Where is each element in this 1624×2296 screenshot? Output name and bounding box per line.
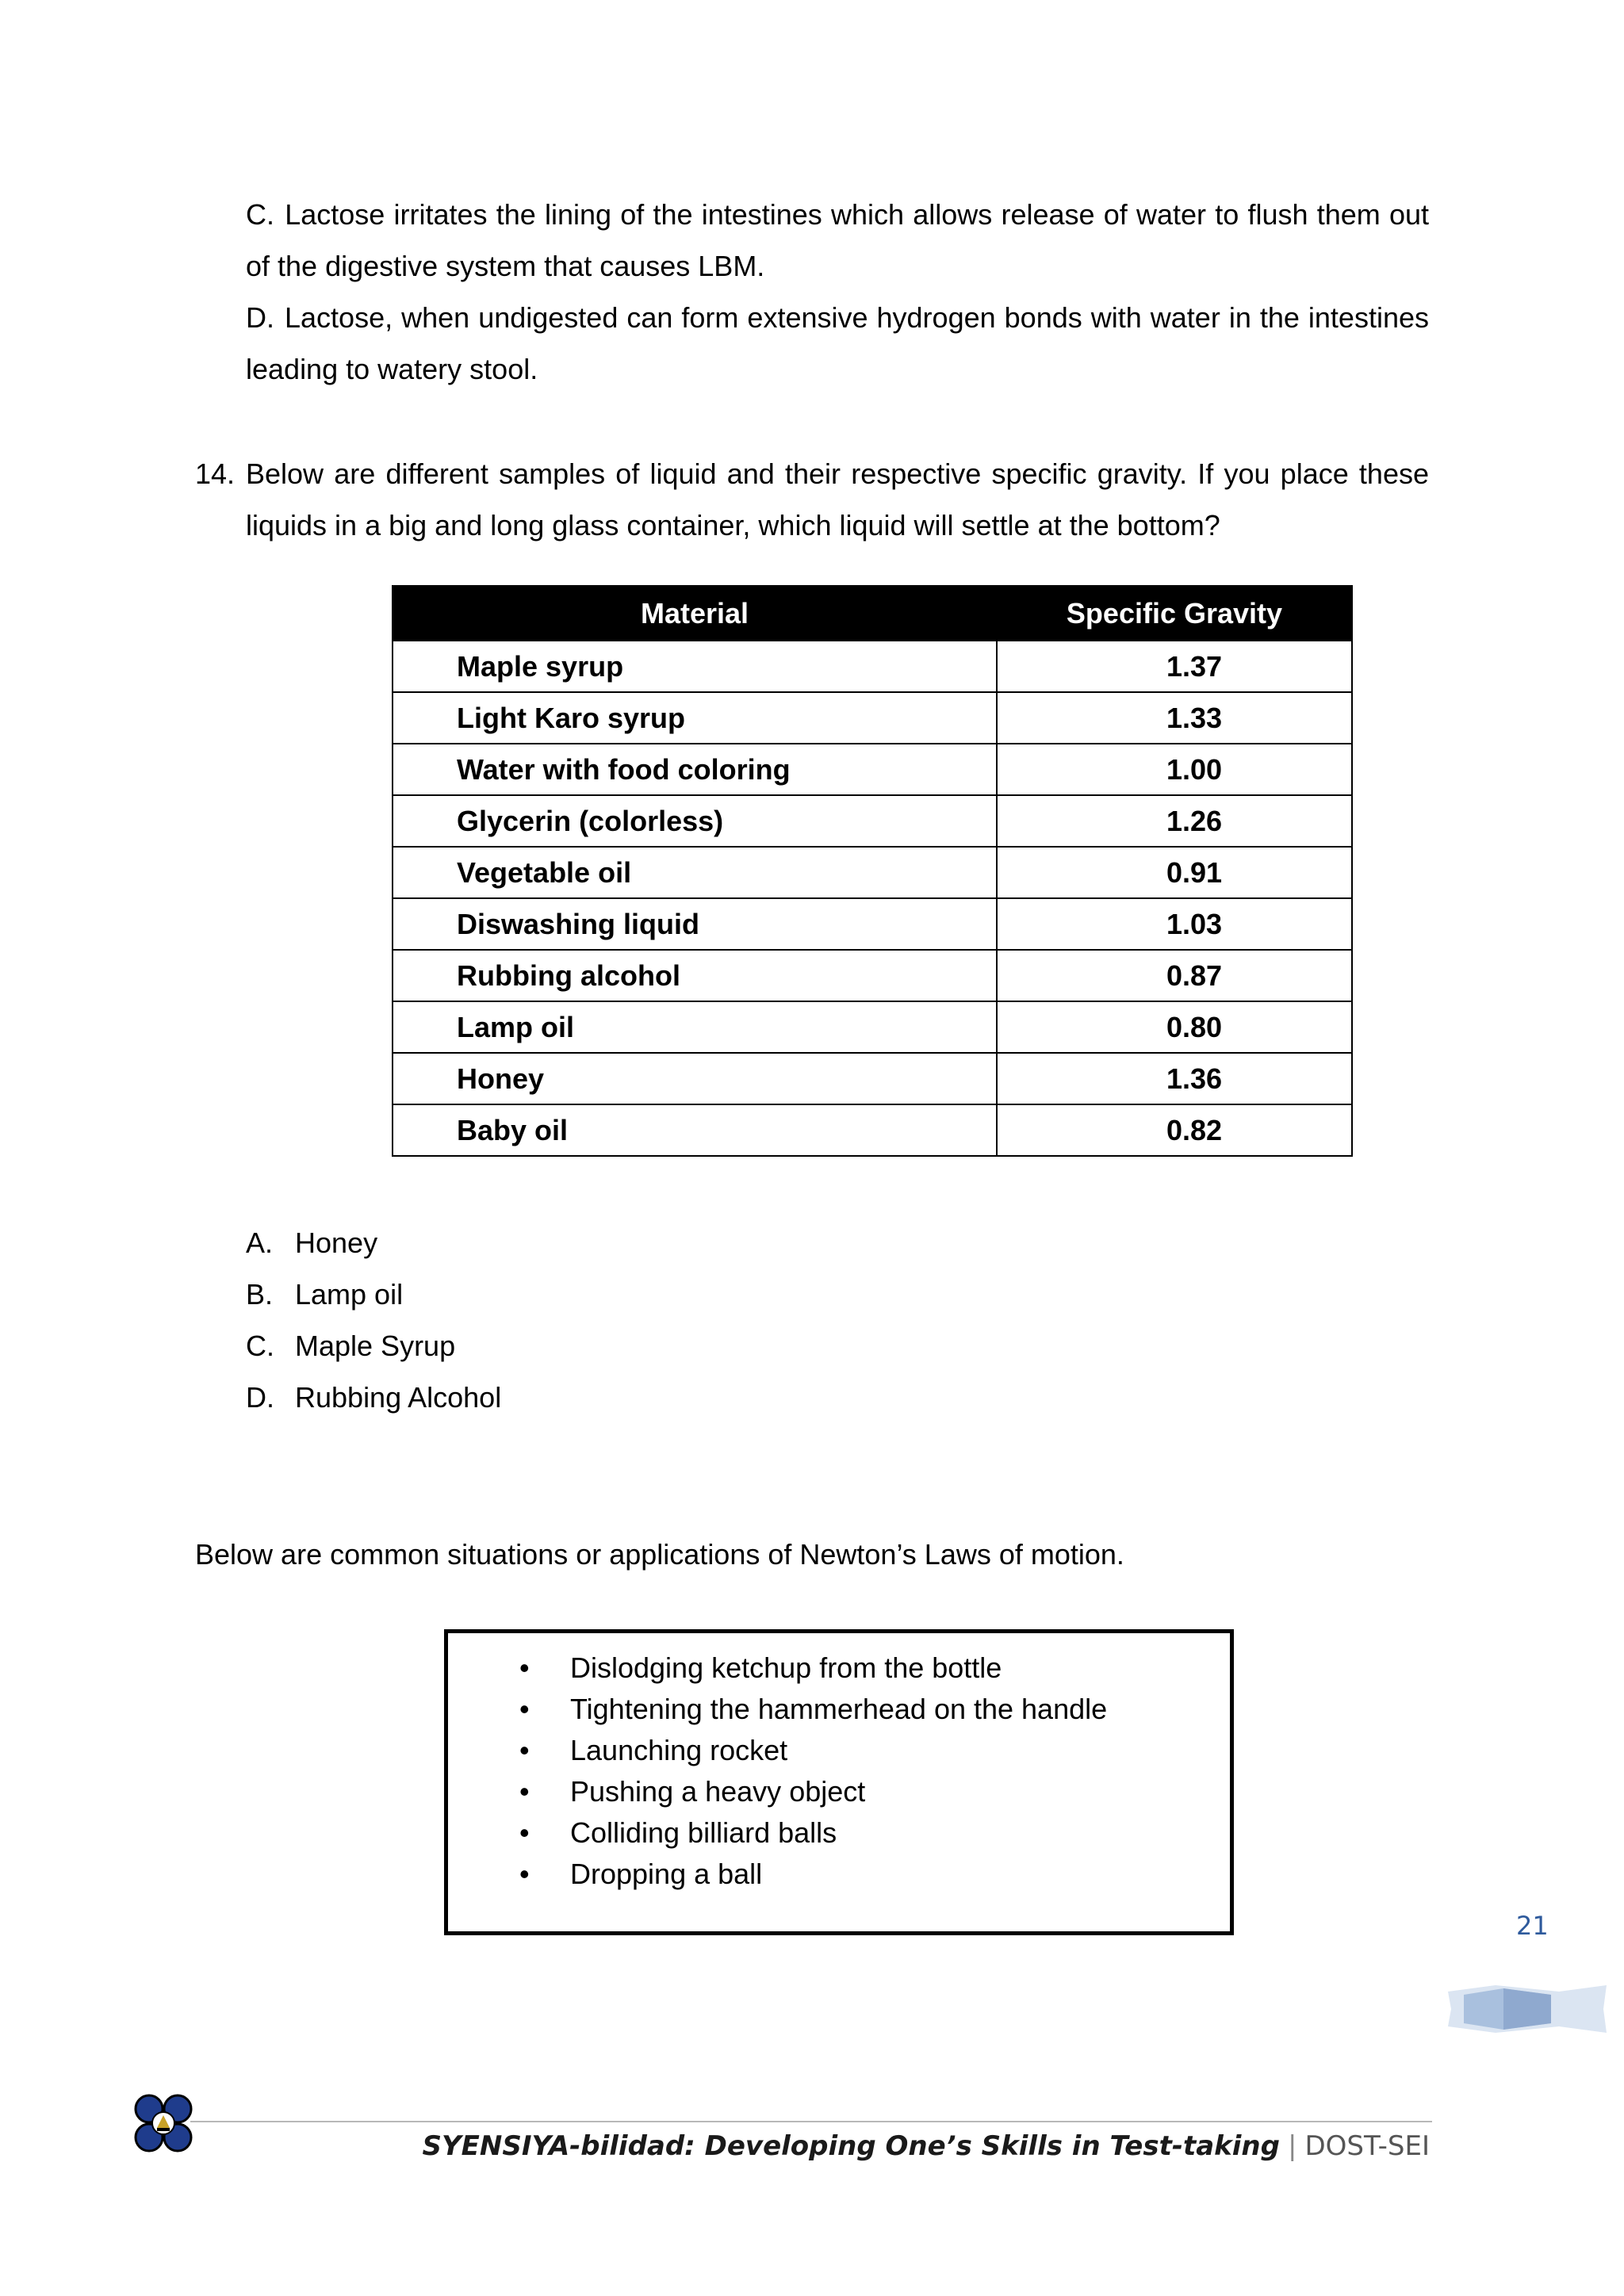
table-row xyxy=(393,744,1352,795)
choice-a xyxy=(246,1217,501,1269)
table-row xyxy=(393,950,1352,1001)
question-number: 14. xyxy=(195,457,236,490)
material-cell: Light Karo syrup xyxy=(393,692,997,744)
footer-separator: | xyxy=(1287,2130,1297,2162)
list-item-text: Pushing a heavy object xyxy=(570,1775,866,1808)
answer-choices xyxy=(246,1217,501,1423)
choice-text: Lamp oil xyxy=(295,1278,404,1311)
list-item-text: Tightening the hammerhead on the handle xyxy=(570,1693,1108,1725)
option-text: Lactose, when undigested can form extensive hydrogen bonds with water in the intestines leading to watery stool. xyxy=(246,301,1429,385)
gravity-cell: 0.87 xyxy=(997,950,1352,1001)
bullet-icon: • xyxy=(519,1693,530,1725)
choice-label: A. xyxy=(246,1226,274,1259)
list-item xyxy=(519,1812,1107,1854)
choice-label: D. xyxy=(246,1381,274,1414)
gravity-cell: 1.33 xyxy=(997,692,1352,744)
material-cell: Vegetable oil xyxy=(393,847,997,898)
choice-label: B. xyxy=(246,1278,274,1311)
list-item xyxy=(519,1854,1107,1895)
table-row xyxy=(393,1053,1352,1104)
table-row xyxy=(393,1104,1352,1156)
material-cell: Rubbing alcohol xyxy=(393,950,997,1001)
material-cell: Lamp oil xyxy=(393,1001,997,1053)
bullet-icon: • xyxy=(519,1858,530,1890)
bullet-icon: • xyxy=(519,1775,530,1808)
table-row xyxy=(393,898,1352,950)
choice-text: Maple Syrup xyxy=(295,1330,456,1362)
list-item xyxy=(519,1647,1107,1689)
material-cell: Glycerin (colorless) xyxy=(393,795,997,847)
table-row xyxy=(393,795,1352,847)
table-row xyxy=(393,1001,1352,1053)
list-item-text: Dropping a ball xyxy=(570,1858,763,1890)
option-label: C. xyxy=(246,198,274,231)
option-c-previous xyxy=(246,189,1429,292)
gravity-cell: 1.03 xyxy=(997,898,1352,950)
choice-label: C. xyxy=(246,1330,274,1362)
choice-b xyxy=(246,1269,501,1320)
question-text: Below are different samples of liquid and their respective specific gravity. If you place these liquids in a big and long glass container, which liquid will settle at the bottom? xyxy=(246,457,1429,541)
choice-text: Honey xyxy=(295,1226,378,1259)
page-number: 21 xyxy=(1516,1911,1549,1941)
list-item xyxy=(519,1730,1107,1771)
material-cell: Maple syrup xyxy=(393,641,997,692)
material-cell: Baby oil xyxy=(393,1104,997,1156)
option-text: Lactose irritates the lining of the intestines which allows release of water to flush them out of the digestive system that causes LBM. xyxy=(246,198,1429,282)
table-row xyxy=(393,847,1352,898)
newton-applications-box xyxy=(444,1629,1234,1935)
gravity-cell: 0.91 xyxy=(997,847,1352,898)
page-tab-decoration xyxy=(1448,1977,1607,2041)
list-item-text: Colliding billiard balls xyxy=(570,1816,837,1849)
list-item-text: Launching rocket xyxy=(570,1734,788,1766)
material-cell: Diswashing liquid xyxy=(393,898,997,950)
footer-title: SYENSIYA-bilidad: Developing One’s Skills in Test-taking xyxy=(422,2130,1280,2162)
option-d-previous xyxy=(246,292,1429,395)
gravity-cell: 0.80 xyxy=(997,1001,1352,1053)
column-header-specific-gravity: Specific Gravity xyxy=(997,586,1352,641)
specific-gravity-table xyxy=(392,585,1353,1157)
gravity-cell: 1.00 xyxy=(997,744,1352,795)
table-header-row xyxy=(393,586,1352,641)
bullet-icon: • xyxy=(519,1734,530,1766)
material-cell: Water with food coloring xyxy=(393,744,997,795)
column-header-material: Material xyxy=(393,586,997,641)
table-row xyxy=(393,692,1352,744)
footer-org: DOST-SEI xyxy=(1304,2130,1430,2162)
gravity-cell: 1.26 xyxy=(997,795,1352,847)
newton-applications-list xyxy=(519,1647,1107,1895)
choice-c xyxy=(246,1320,501,1372)
material-cell: Honey xyxy=(393,1053,997,1104)
dost-logo-icon xyxy=(133,2093,193,2153)
table-row xyxy=(393,641,1352,692)
list-item xyxy=(519,1771,1107,1812)
option-label: D. xyxy=(246,301,274,334)
bullet-icon: • xyxy=(519,1651,530,1684)
newton-intro-text: Below are common situations or applications of Newton’s Laws of motion. xyxy=(195,1538,1124,1571)
footer-text xyxy=(423,2126,1430,2166)
gravity-cell: 1.37 xyxy=(997,641,1352,692)
list-item-text: Dislodging ketchup from the bottle xyxy=(570,1651,1002,1684)
bullet-icon: • xyxy=(519,1816,530,1849)
list-item xyxy=(519,1689,1107,1730)
choice-d xyxy=(246,1372,501,1423)
choice-text: Rubbing Alcohol xyxy=(295,1381,502,1414)
footer-divider xyxy=(190,2121,1432,2122)
gravity-cell: 1.36 xyxy=(997,1053,1352,1104)
gravity-cell: 0.82 xyxy=(997,1104,1352,1156)
